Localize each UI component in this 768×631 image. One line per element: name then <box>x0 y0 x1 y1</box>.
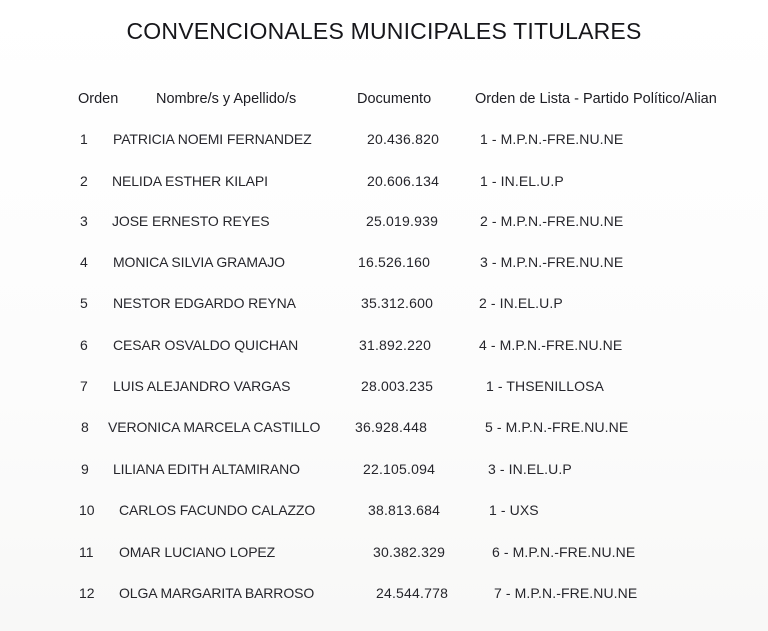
table-row <box>0 173 768 197</box>
row-lista: 2 - IN.EL.U.P <box>479 295 563 311</box>
table-row <box>0 585 768 609</box>
row-nombre: NELIDA ESTHER KILAPI <box>112 173 268 189</box>
row-orden: 5 <box>80 295 88 311</box>
row-documento: 20.436.820 <box>367 131 440 147</box>
table-row <box>0 337 768 361</box>
table-row <box>0 254 768 278</box>
row-lista: 3 - IN.EL.U.P <box>488 461 572 477</box>
row-lista: 5 - M.P.N.-FRE.NU.NE <box>485 419 629 435</box>
row-nombre: JOSE ERNESTO REYES <box>112 213 270 229</box>
row-nombre: MONICA SILVIA GRAMAJO <box>113 254 285 270</box>
row-lista: 2 - M.P.N.-FRE.NU.NE <box>480 213 624 229</box>
table-row <box>0 544 768 568</box>
row-orden: 6 <box>80 337 88 353</box>
header-nombre: Nombre/s y Apellido/s <box>156 91 297 107</box>
row-nombre: LILIANA EDITH ALTAMIRANO <box>113 461 300 477</box>
header-lista: Orden de Lista - Partido Político/Alian <box>475 91 717 107</box>
row-orden: 12 <box>79 585 95 601</box>
table-header <box>0 91 768 113</box>
row-documento: 24.544.778 <box>376 585 449 601</box>
row-orden: 7 <box>80 378 88 394</box>
table-row <box>0 502 768 526</box>
row-lista: 1 - UXS <box>489 502 539 518</box>
row-lista: 7 - M.P.N.-FRE.NU.NE <box>494 585 638 601</box>
table-row <box>0 213 768 237</box>
row-orden: 2 <box>80 173 88 189</box>
row-nombre: NESTOR EDGARDO REYNA <box>113 295 296 311</box>
header-orden: Orden <box>78 91 119 107</box>
row-nombre: OLGA MARGARITA BARROSO <box>119 585 315 601</box>
row-documento: 30.382.329 <box>373 544 446 560</box>
table-row <box>0 419 768 443</box>
row-lista: 1 - IN.EL.U.P <box>480 173 564 189</box>
header-documento: Documento <box>357 91 432 107</box>
row-orden: 3 <box>80 213 88 229</box>
row-nombre: CESAR OSVALDO QUICHAN <box>113 337 299 353</box>
row-nombre: VERONICA MARCELA CASTILLO <box>108 419 321 435</box>
row-nombre: OMAR LUCIANO LOPEZ <box>119 544 276 560</box>
table-row <box>0 131 768 155</box>
row-documento: 28.003.235 <box>361 378 434 394</box>
document-title: CONVENCIONALES MUNICIPALES TITULARES <box>126 18 642 44</box>
row-documento: 35.312.600 <box>361 295 434 311</box>
row-documento: 16.526.160 <box>358 254 431 270</box>
table-row <box>0 295 768 319</box>
row-lista: 1 - THSENILLOSA <box>486 378 604 394</box>
row-orden: 4 <box>80 254 88 270</box>
row-orden: 11 <box>79 544 94 560</box>
row-orden: 8 <box>81 419 89 435</box>
row-documento: 22.105.094 <box>363 461 436 477</box>
row-lista: 1 - M.P.N.-FRE.NU.NE <box>480 131 624 147</box>
row-orden: 9 <box>81 461 89 477</box>
table-row <box>0 378 768 402</box>
row-orden: 10 <box>79 502 95 518</box>
row-lista: 3 - M.P.N.-FRE.NU.NE <box>480 254 624 270</box>
row-nombre: LUIS ALEJANDRO VARGAS <box>113 378 291 394</box>
row-lista: 4 - M.P.N.-FRE.NU.NE <box>479 337 623 353</box>
row-nombre: CARLOS FACUNDO CALAZZO <box>119 502 316 518</box>
row-nombre: PATRICIA NOEMI FERNANDEZ <box>113 131 312 147</box>
row-documento: 31.892.220 <box>359 337 432 353</box>
row-documento: 20.606.134 <box>367 173 440 189</box>
row-orden: 1 <box>80 131 88 147</box>
row-documento: 36.928.448 <box>355 419 428 435</box>
row-documento: 38.813.684 <box>368 502 441 518</box>
row-documento: 25.019.939 <box>366 213 439 229</box>
table-row <box>0 461 768 485</box>
row-lista: 6 - M.P.N.-FRE.NU.NE <box>492 544 636 560</box>
